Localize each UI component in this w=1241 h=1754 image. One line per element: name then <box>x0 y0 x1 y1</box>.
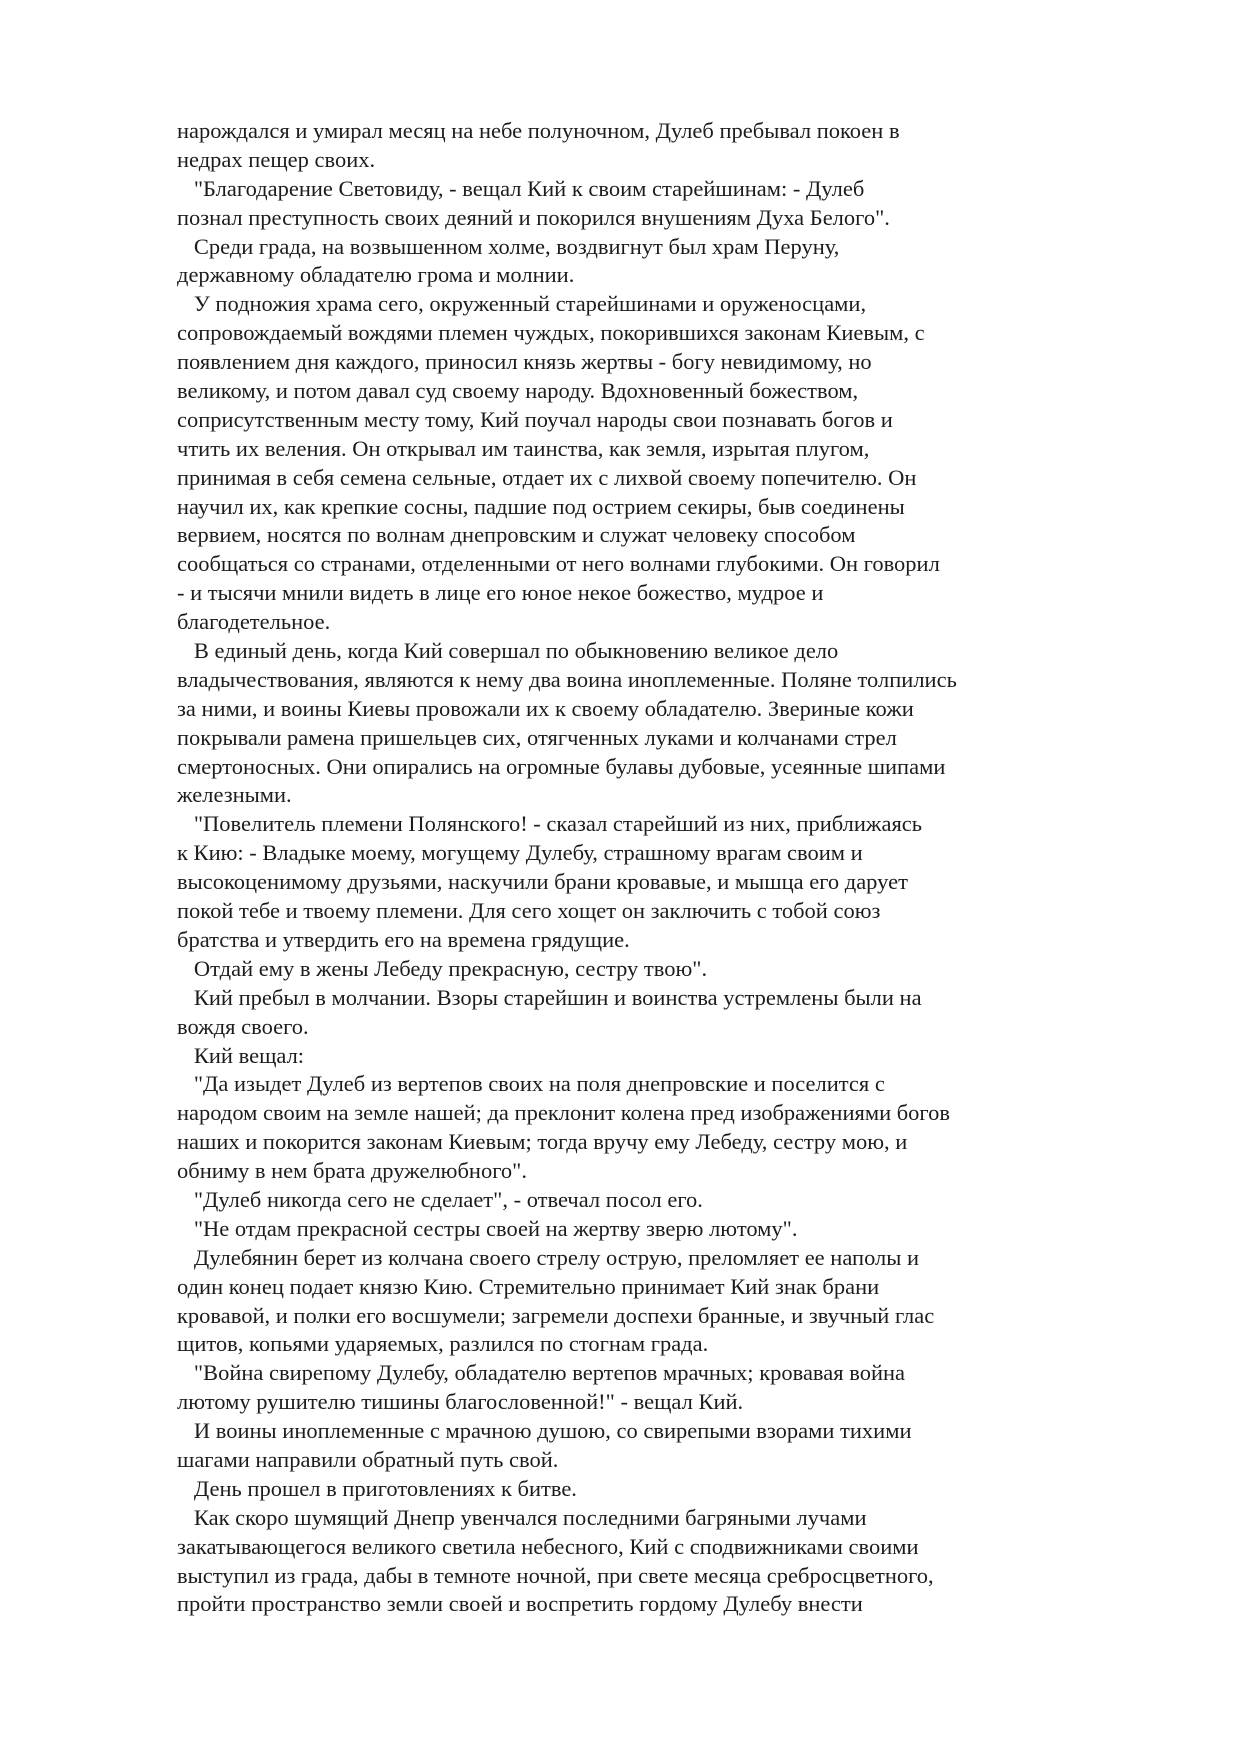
text-line: пройти пространство земли своей и воспретить гордому Дулебу внести <box>177 1591 863 1617</box>
text-line: выступил из града, дабы в темноте ночной, при свете месяца сребросцветного, <box>177 1562 934 1588</box>
text-line: обниму в нем брата дружелюбного". <box>177 1158 527 1184</box>
text-line: Кий вещал: <box>177 1042 305 1068</box>
text-line: появлением дня каждого, приносил князь жертвы - богу невидимому, но <box>177 349 872 375</box>
text-line: В единый день, когда Кий совершал по обыкновению великое дело <box>177 638 839 664</box>
text-line: кровавой, и полки его восшумели; загремели доспехи бранные, и звучный глас <box>177 1302 935 1328</box>
text-line: сообщаться со странами, отделенными от него волнами глубокими. Он говорил <box>177 551 940 577</box>
text-line: наших и покорится законам Киевым; тогда вручу ему Лебеду, сестру мою, и <box>177 1129 908 1155</box>
text-line: державному обладателю грома и молнии. <box>177 262 575 288</box>
text-line: высокоценимому друзьями, наскучили брани кровавые, и мышца его дарует <box>177 869 908 895</box>
text-line: щитов, копьями ударяемых, разлился по стогнам града. <box>177 1331 709 1357</box>
text-line: к Кию: - Владыке моему, могущему Дулебу, страшному врагам своим и <box>177 840 863 866</box>
text-line: шагами направили обратный путь свой. <box>177 1446 559 1472</box>
text-line: соприсутственным месту тому, Кий поучал народы свои познавать богов и <box>177 406 893 432</box>
text-line: владычествования, являются к нему два воина иноплеменные. Поляне толпились <box>177 666 957 692</box>
text-line: смертоносных. Они опирались на огромные булавы дубовые, усеянные шипами <box>177 753 946 779</box>
text-line: чтить их веления. Он открывал им таинства, как земля, изрытая плугом, <box>177 435 870 461</box>
text-line <box>177 1619 1077 1648</box>
text-line: принимая в себя семена сельные, отдает их с лихвой своему попечителю. Он <box>177 464 917 490</box>
text-line: братства и утвердить его на времена грядущие. <box>177 926 630 952</box>
text-line: один конец подает князю Кию. Стремительно принимает Кий знак брани <box>177 1273 880 1299</box>
text-line: за ними, и воины Киевы провожали их к своему обладателю. Звериные кожи <box>177 695 914 721</box>
text-line: великому, и потом давал суд своему народу. Вдохновенный божеством, <box>177 378 859 404</box>
text-line: закатывающегося великого светила небесного, Кий с сподвижниками своими <box>177 1533 919 1559</box>
text-line: лютому рушителю тишины благословенной!" - вещал Кий. <box>177 1389 744 1415</box>
text-line: благодетельное. <box>177 609 331 635</box>
page-text <box>177 117 1077 1648</box>
text-line: Дулебянин берет из колчана своего стрелу острую, преломляет ее наполы и <box>177 1244 920 1270</box>
text-line: "Не отдам прекрасной сестры своей на жертву зверю лютому". <box>177 1215 798 1241</box>
text-line: железными. <box>177 782 292 808</box>
text-line: "Благодарение Световиду, - вещал Кий к своим старейшинам: - Дулеб <box>177 175 865 201</box>
text-line: "Дулеб никогда сего не сделает", - отвечал посол его. <box>177 1186 703 1212</box>
text-line: сопровождаемый вождями племен чуждых, покорившихся законам Киевым, с <box>177 320 925 346</box>
text-line: - и тысячи мнили видеть в лице его юное некое божество, мудрое и <box>177 580 824 606</box>
text-line: вервием, носятся по волнам днепровским и служат человеку способом <box>177 522 856 548</box>
text-line: Среди града, на возвышенном холме, воздвигнут был храм Перуну, <box>177 233 840 259</box>
text-line: Отдай ему в жены Лебеду прекрасную, сестру твою". <box>177 955 708 981</box>
text-line: научил их, как крепкие сосны, падшие под острием секиры, быв соединены <box>177 493 905 519</box>
text-line: недрах пещер своих. <box>177 146 376 172</box>
text-line: вождя своего. <box>177 1013 309 1039</box>
text-line: Кий пребыл в молчании. Взоры старейшин и воинства устремлены были на <box>177 984 922 1010</box>
text-line: "Повелитель племени Полянского! - сказал старейший из них, приближаясь <box>177 811 923 837</box>
text-line: покрывали рамена пришельцев сих, отягченных луками и колчанами стрел <box>177 724 897 750</box>
text-line: День прошел в приготовлениях к битве. <box>177 1475 577 1501</box>
text-line: нарождался и умирал месяц на небе полуночном, Дулеб пребывал покоен в <box>177 118 900 143</box>
text-line: "Да изыдет Дулеб из вертепов своих на поля днепровские и поселится с <box>177 1071 885 1097</box>
text-line: народом своим на земле нашей; да преклонит колена пред изображениями богов <box>177 1100 950 1126</box>
text-line: покой тебе и твоему племени. Для сего хощет он заключить с тобой союз <box>177 898 881 924</box>
text-line: Как скоро шумящий Днепр увенчался последними багряными лучами <box>177 1504 867 1530</box>
text-line: познал преступность своих деяний и покорился внушениям Духа Белого". <box>177 204 890 230</box>
text-line: И воины иноплеменные с мрачною душою, со свирепыми взорами тихими <box>177 1418 912 1444</box>
text-line: "Война свирепому Дулебу, обладателю вертепов мрачных; кровавая война <box>177 1360 906 1386</box>
text-line: У подножия храма сего, окруженный старейшинами и оруженосцами, <box>177 291 867 317</box>
